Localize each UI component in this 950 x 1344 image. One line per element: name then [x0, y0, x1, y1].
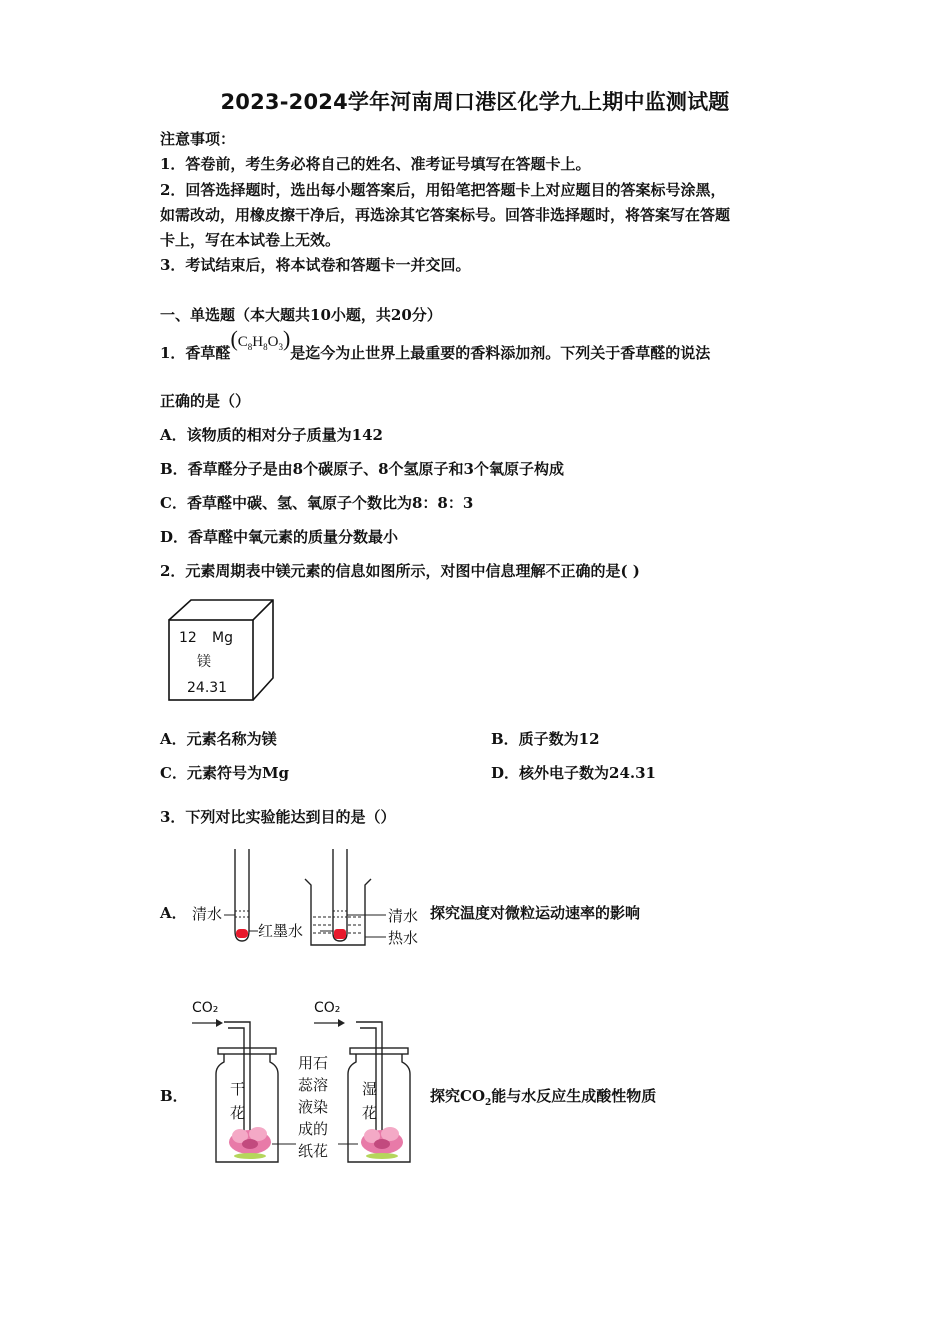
notice-heading: 注意事项： — [160, 130, 236, 148]
q1-option-c[interactable]: C．香草醛中碳、氢、氧原子个数比为8：8：3 — [160, 494, 474, 512]
middle-label-5: 纸花 — [298, 1142, 329, 1160]
arrow-icon — [216, 1019, 223, 1027]
test-tube-right — [333, 849, 347, 941]
q1-stem-line2: 正确的是（） — [160, 392, 251, 410]
diffusion-experiment-figure — [188, 843, 428, 953]
section-heading: 一、单选题（本大题共10小题，共20分） — [160, 306, 442, 324]
q1-stem-rest: 是迄今为止世界上最重要的香料添加剂。下列关于香草醛的说法 — [290, 344, 711, 362]
label-clear-water: 清水 — [388, 907, 419, 925]
element-cube-figure — [165, 598, 277, 704]
q2-option-c[interactable]: C．元素符号为Mg — [160, 764, 290, 782]
q3-option-a-desc: 探究温度对微粒运动速率的影响 — [430, 904, 641, 922]
element-mass: 24.31 — [187, 680, 228, 696]
middle-label-4: 成的 — [298, 1120, 329, 1138]
q1-option-d[interactable]: D．香草醛中氧元素的质量分数最小 — [160, 528, 399, 546]
arrow-icon — [338, 1019, 345, 1027]
q2-option-b[interactable]: B．质子数为12 — [491, 730, 600, 748]
q3-option-a-label[interactable]: A． — [160, 904, 187, 922]
co2-litmus-experiment-figure — [188, 994, 428, 1169]
dry-flower-label-2: 花 — [230, 1104, 246, 1122]
label-red-ink: 红墨水 — [258, 922, 304, 940]
q2-stem: 2．元素周期表中镁元素的信息如图所示，对图中信息理解不正确的是( ) — [160, 562, 640, 580]
label-cold-water: 清水 — [192, 905, 223, 923]
middle-label-2: 蕊溶 — [298, 1076, 329, 1094]
element-number: 12 — [179, 630, 197, 646]
notice-item: 如需改动，用橡皮擦干净后，再选涂其它答案标号。回答非选择题时，将答案写在答题 — [160, 206, 731, 224]
element-symbol: Mg — [212, 630, 233, 646]
flower-left-icon — [229, 1127, 271, 1159]
middle-label-3: 液染 — [298, 1098, 329, 1116]
wet-flower-label-1: 湿 — [362, 1080, 378, 1098]
notice-item: 1．答卷前，考生务必将自己的姓名、准考证号填写在答题卡上。 — [160, 155, 591, 173]
q3-option-b-desc: 探究$CO_2$能与水反应生成酸性物质 — [430, 1087, 657, 1108]
wet-flower-label-2: 花 — [362, 1104, 378, 1122]
notice-item: 3．考试结束后，将本试卷和答题卡一并交回。 — [160, 256, 471, 274]
cube-edge — [253, 600, 273, 620]
notice-item: 卡上，写在本试卷上无效。 — [160, 231, 341, 249]
co2-label-right: CO₂ — [314, 1000, 341, 1016]
red-ink-drop-left — [236, 929, 248, 938]
notice-item: 2．回答选择题时，选出每小题答案后，用铅笔把答题卡上对应题目的答案标号涂黑， — [160, 181, 726, 199]
q1-prefix: 1．香草醛 — [160, 344, 231, 362]
page-title: 2023-2024学年河南周口港区化学九上期中监测试题 — [220, 90, 730, 114]
q2-option-d[interactable]: D．核外电子数为24.31 — [491, 764, 656, 782]
q2-option-a[interactable]: A．元素名称为镁 — [160, 730, 277, 748]
test-tube-left — [235, 849, 249, 941]
red-ink-drop-right — [334, 929, 346, 939]
q3-stem: 3．下列对比实验能达到目的是（） — [160, 808, 396, 826]
dry-flower-label-1: 干 — [230, 1080, 246, 1098]
label-hot-water: 热水 — [388, 929, 419, 947]
q1-formula: $(C_8H_8O_3)$ — [230, 326, 291, 352]
q1-stem — [160, 326, 711, 364]
q3-option-b-label[interactable]: B． — [160, 1087, 188, 1105]
middle-label-1: 用石 — [298, 1054, 329, 1072]
flower-right-icon — [361, 1127, 403, 1159]
element-name: 镁 — [197, 654, 211, 670]
co2-label-left: CO₂ — [192, 1000, 219, 1016]
q1-option-a[interactable]: A．该物质的相对分子质量为142 — [160, 426, 383, 444]
q1-option-b[interactable]: B．香草醛分子是由8个碳原子、8个氢原子和3个氧原子构成 — [160, 460, 564, 478]
